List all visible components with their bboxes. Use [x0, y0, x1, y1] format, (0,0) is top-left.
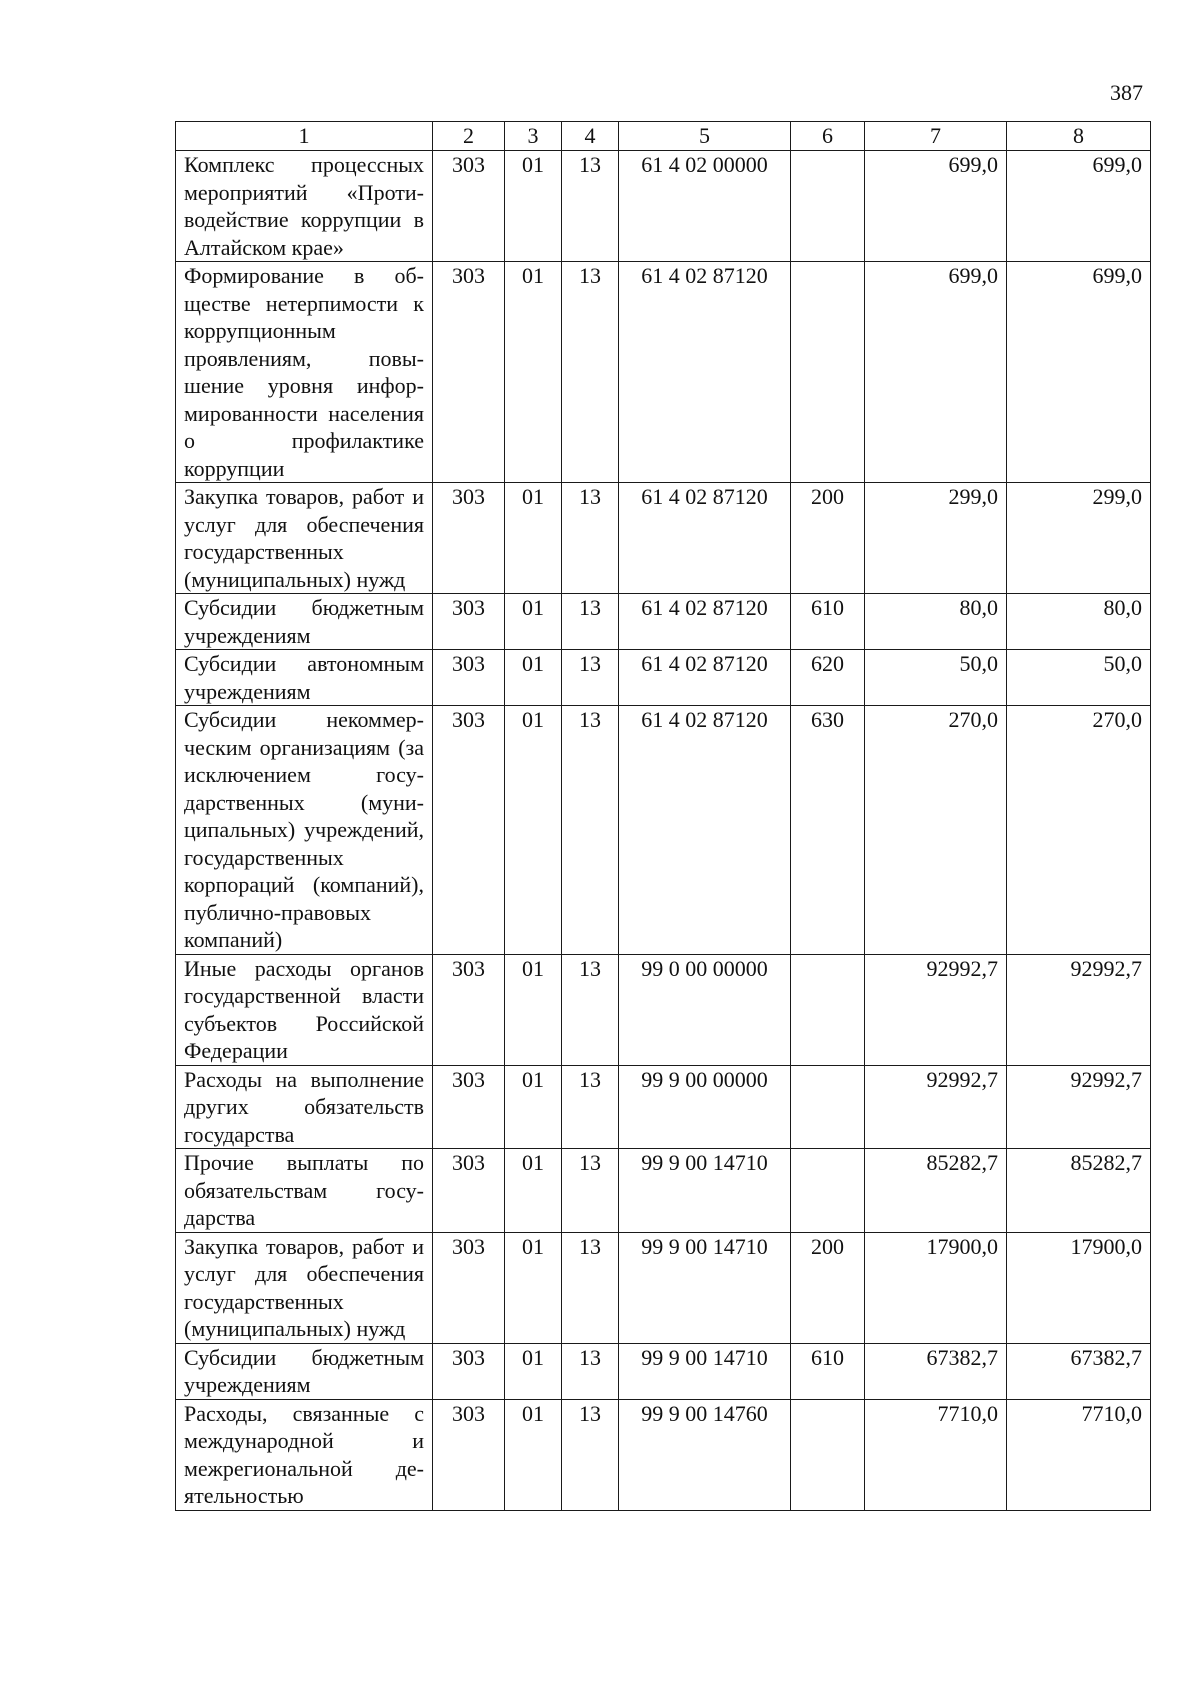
ministry-code-cell: 303 — [433, 1065, 505, 1149]
amount-col8-cell: 80,0 — [1007, 594, 1151, 650]
amount-col7-cell: 92992,7 — [865, 1065, 1007, 1149]
item-name-cell: Комплекс процессных мероприятий «Противодействие коррупции в Алтайском крае» — [176, 151, 433, 262]
subsection-code-cell: 13 — [562, 1149, 619, 1233]
ministry-code-cell: 303 — [433, 954, 505, 1065]
amount-col8-cell: 92992,7 — [1007, 954, 1151, 1065]
target-article-cell: 99 0 00 00000 — [619, 954, 791, 1065]
target-article-cell: 99 9 00 14760 — [619, 1399, 791, 1510]
expense-type-cell: 630 — [791, 706, 865, 955]
ministry-code-cell: 303 — [433, 483, 505, 594]
item-name-cell: Закупка товаров, работ и услуг для обеспечения государственных (муниципальных) нужд — [176, 1232, 433, 1343]
amount-col8-cell: 85282,7 — [1007, 1149, 1151, 1233]
item-name-cell: Субсидии бюджетным учреждениям — [176, 594, 433, 650]
amount-col8-cell: 67382,7 — [1007, 1343, 1151, 1399]
section-code-cell: 01 — [505, 954, 562, 1065]
subsection-code-cell: 13 — [562, 954, 619, 1065]
ministry-code-cell: 303 — [433, 706, 505, 955]
table-row — [176, 1149, 1151, 1233]
header-cell: 2 — [433, 122, 505, 151]
expense-type-cell — [791, 1065, 865, 1149]
target-article-cell: 61 4 02 87120 — [619, 594, 791, 650]
subsection-code-cell: 13 — [562, 1343, 619, 1399]
expense-type-cell: 610 — [791, 594, 865, 650]
table-row — [176, 1065, 1151, 1149]
amount-col8-cell: 299,0 — [1007, 483, 1151, 594]
item-name-cell: Закупка товаров, работ и услуг для обеспечения государственных (муниципальных) нужд — [176, 483, 433, 594]
item-name-cell: Субсидии некоммерческим организациям (за исключением государственных (муниципальных) учреждений, государственных корпораций (компаний), публично-правовых компаний) — [176, 706, 433, 955]
amount-col8-cell: 270,0 — [1007, 706, 1151, 955]
table-row — [176, 954, 1151, 1065]
table-row — [176, 650, 1151, 706]
item-name-cell: Прочие выплаты по обязательствам государства — [176, 1149, 433, 1233]
subsection-code-cell: 13 — [562, 483, 619, 594]
section-code-cell: 01 — [505, 1065, 562, 1149]
amount-col7-cell: 92992,7 — [865, 954, 1007, 1065]
expense-type-cell: 620 — [791, 650, 865, 706]
section-code-cell: 01 — [505, 1149, 562, 1233]
ministry-code-cell: 303 — [433, 594, 505, 650]
subsection-code-cell: 13 — [562, 151, 619, 262]
section-code-cell: 01 — [505, 262, 562, 483]
amount-col8-cell: 699,0 — [1007, 262, 1151, 483]
section-code-cell: 01 — [505, 1232, 562, 1343]
target-article-cell: 61 4 02 87120 — [619, 262, 791, 483]
section-code-cell: 01 — [505, 483, 562, 594]
item-name-cell: Субсидии бюджетным учреждениям — [176, 1343, 433, 1399]
item-name-cell: Иные расходы органов государственной власти субъектов Российской Федерации — [176, 954, 433, 1065]
ministry-code-cell: 303 — [433, 1149, 505, 1233]
target-article-cell: 61 4 02 87120 — [619, 650, 791, 706]
expense-type-cell — [791, 1149, 865, 1233]
header-cell: 4 — [562, 122, 619, 151]
subsection-code-cell: 13 — [562, 1232, 619, 1343]
subsection-code-cell: 13 — [562, 1399, 619, 1510]
section-code-cell: 01 — [505, 1399, 562, 1510]
ministry-code-cell: 303 — [433, 262, 505, 483]
target-article-cell: 99 9 00 14710 — [619, 1149, 791, 1233]
amount-col8-cell: 92992,7 — [1007, 1065, 1151, 1149]
amount-col7-cell: 299,0 — [865, 483, 1007, 594]
header-cell: 5 — [619, 122, 791, 151]
ministry-code-cell: 303 — [433, 650, 505, 706]
table-row — [176, 1232, 1151, 1343]
amount-col7-cell: 7710,0 — [865, 1399, 1007, 1510]
header-cell: 6 — [791, 122, 865, 151]
target-article-cell: 99 9 00 14710 — [619, 1343, 791, 1399]
table-row — [176, 262, 1151, 483]
expense-type-cell — [791, 262, 865, 483]
amount-col8-cell: 50,0 — [1007, 650, 1151, 706]
table-row — [176, 1343, 1151, 1399]
ministry-code-cell: 303 — [433, 151, 505, 262]
page-number: 387 — [1110, 80, 1143, 105]
amount-col7-cell: 80,0 — [865, 594, 1007, 650]
amount-col7-cell: 699,0 — [865, 151, 1007, 262]
ministry-code-cell: 303 — [433, 1343, 505, 1399]
amount-col7-cell: 67382,7 — [865, 1343, 1007, 1399]
target-article-cell: 61 4 02 87120 — [619, 706, 791, 955]
amount-col7-cell: 699,0 — [865, 262, 1007, 483]
subsection-code-cell: 13 — [562, 594, 619, 650]
table-row — [176, 483, 1151, 594]
ministry-code-cell: 303 — [433, 1399, 505, 1510]
target-article-cell: 61 4 02 87120 — [619, 483, 791, 594]
amount-col8-cell: 699,0 — [1007, 151, 1151, 262]
header-cell: 8 — [1007, 122, 1151, 151]
expense-type-cell: 610 — [791, 1343, 865, 1399]
header-cell: 1 — [176, 122, 433, 151]
header-cell: 3 — [505, 122, 562, 151]
section-code-cell: 01 — [505, 1343, 562, 1399]
subsection-code-cell: 13 — [562, 1065, 619, 1149]
item-name-cell: Расходы, связанные с международной и межрегиональной деятельностью — [176, 1399, 433, 1510]
item-name-cell: Субсидии автономным учреждениям — [176, 650, 433, 706]
table-row — [176, 706, 1151, 955]
target-article-cell: 99 9 00 00000 — [619, 1065, 791, 1149]
table-row — [176, 1399, 1151, 1510]
subsection-code-cell: 13 — [562, 650, 619, 706]
table-row — [176, 594, 1151, 650]
section-code-cell: 01 — [505, 650, 562, 706]
item-name-cell: Формирование в обществе нетерпимости к коррупционным проявлениям, повышение уровня информированности населения о профилактике коррупции — [176, 262, 433, 483]
budget-table — [175, 121, 1151, 1511]
item-name-cell: Расходы на выполнение других обязательств государства — [176, 1065, 433, 1149]
expense-type-cell — [791, 151, 865, 262]
section-code-cell: 01 — [505, 151, 562, 262]
expense-type-cell — [791, 1399, 865, 1510]
amount-col7-cell: 270,0 — [865, 706, 1007, 955]
amount-col8-cell: 7710,0 — [1007, 1399, 1151, 1510]
amount-col7-cell: 85282,7 — [865, 1149, 1007, 1233]
subsection-code-cell: 13 — [562, 262, 619, 483]
expense-type-cell — [791, 954, 865, 1065]
subsection-code-cell: 13 — [562, 706, 619, 955]
amount-col7-cell: 17900,0 — [865, 1232, 1007, 1343]
header-row — [176, 122, 1151, 151]
target-article-cell: 99 9 00 14710 — [619, 1232, 791, 1343]
section-code-cell: 01 — [505, 594, 562, 650]
table-row — [176, 151, 1151, 262]
amount-col7-cell: 50,0 — [865, 650, 1007, 706]
amount-col8-cell: 17900,0 — [1007, 1232, 1151, 1343]
expense-type-cell: 200 — [791, 483, 865, 594]
expense-type-cell: 200 — [791, 1232, 865, 1343]
header-cell: 7 — [865, 122, 1007, 151]
ministry-code-cell: 303 — [433, 1232, 505, 1343]
target-article-cell: 61 4 02 00000 — [619, 151, 791, 262]
section-code-cell: 01 — [505, 706, 562, 955]
